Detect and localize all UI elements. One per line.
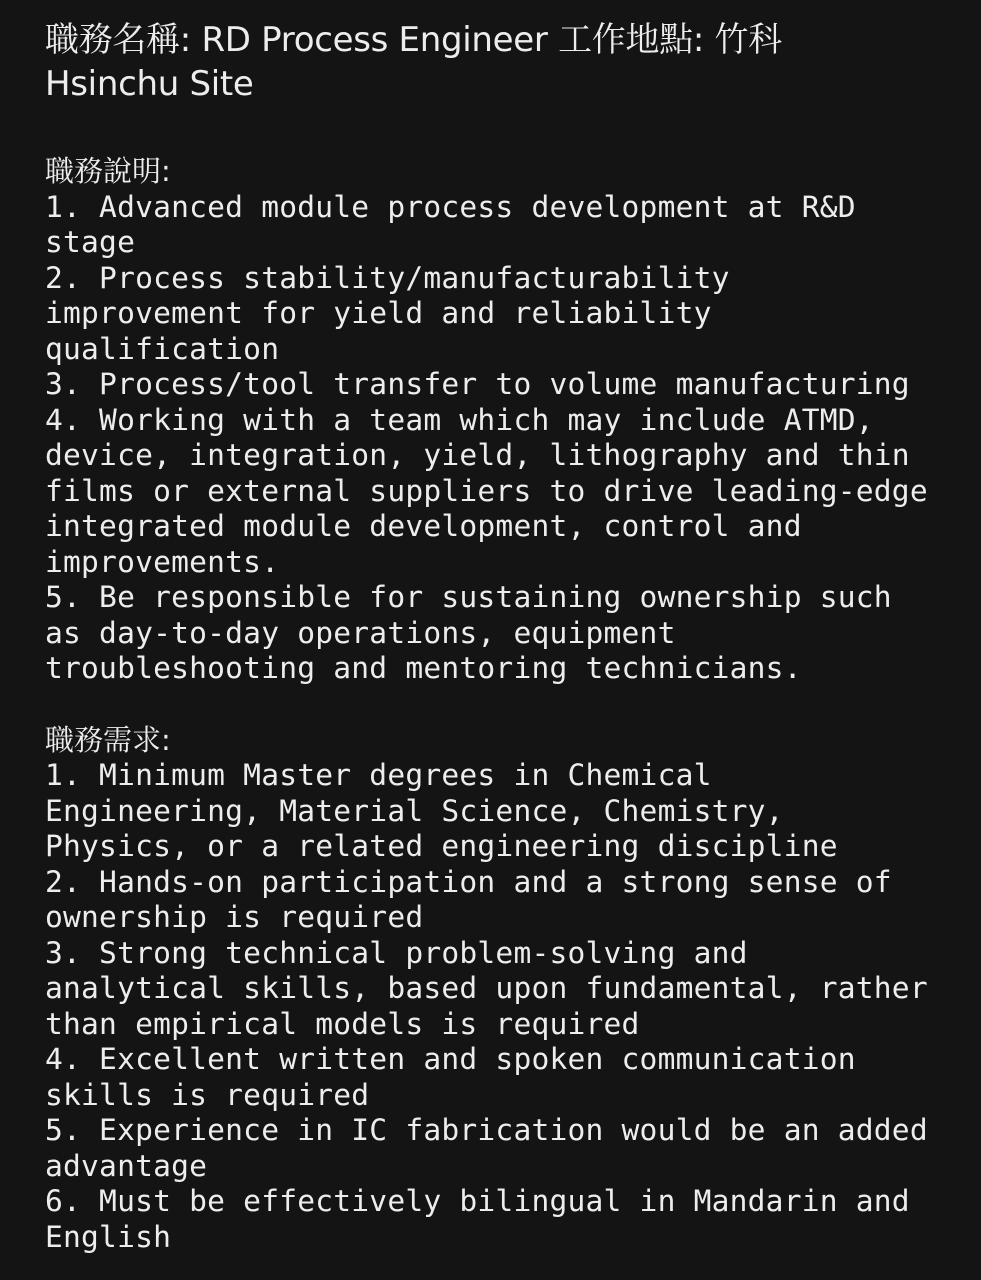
requirement-line: ownership is required: [45, 900, 424, 934]
requirement-line: Engineering, Material Science, Chemistry,: [45, 793, 784, 828]
requirement-line: 2. Hands-on participation and a strong sense of: [45, 864, 892, 899]
description-line: 2. Process stability/manufacturability: [45, 260, 730, 295]
description-line: 4. Working with a team which may include ATMD,: [45, 402, 874, 437]
job-description-section: [45, 154, 955, 687]
description-line: device, integration, yield, lithography and thin: [45, 438, 910, 472]
job-requirements-section: [45, 723, 955, 1256]
job-description-label: 職務說明:: [45, 154, 171, 188]
description-line: troubleshooting and mentoring technicians.: [45, 651, 802, 685]
requirement-line: English: [45, 1219, 172, 1254]
job-requirements-label: 職務需求:: [45, 722, 171, 757]
description-line: as day-to-day operations, equipment: [45, 615, 676, 650]
requirement-line: 5. Experience in IC fabrication would be an added: [45, 1113, 928, 1147]
requirement-line: analytical skills, based upon fundamental, rather: [45, 971, 928, 1005]
requirement-line: 1. Minimum Master degrees in Chemical: [45, 758, 712, 792]
requirement-line: Physics, or a related engineering discipline: [45, 829, 838, 863]
job-title: [45, 18, 955, 106]
description-line: 1. Advanced module process development at R&D: [45, 189, 856, 224]
job-title-line-1: 職務名稱: RD Process Engineer 工作地點: 竹科: [45, 20, 782, 60]
requirement-line: than empirical models is required: [45, 1006, 640, 1041]
description-line: 5. Be responsible for sustaining ownership such: [45, 580, 892, 614]
description-line: integrated module development, control and: [45, 509, 802, 543]
job-posting: [45, 18, 955, 1255]
description-line: qualification: [45, 331, 280, 366]
requirement-line: advantage: [45, 1148, 208, 1183]
requirement-line: 3. Strong technical problem-solving and: [45, 935, 748, 970]
job-title-line-2: Hsinchu Site: [45, 64, 254, 104]
requirement-line: skills is required: [45, 1077, 370, 1112]
description-line: 3. Process/tool transfer to volume manufacturing: [45, 367, 910, 401]
description-line: films or external suppliers to drive leading-edge: [45, 473, 928, 508]
requirement-line: 6. Must be effectively bilingual in Mandarin and: [45, 1184, 910, 1218]
description-line: stage: [45, 225, 136, 259]
description-line: improvement for yield and reliability: [45, 296, 712, 330]
description-line: improvements.: [45, 544, 280, 579]
requirement-line: 4. Excellent written and spoken communication: [45, 1042, 856, 1076]
